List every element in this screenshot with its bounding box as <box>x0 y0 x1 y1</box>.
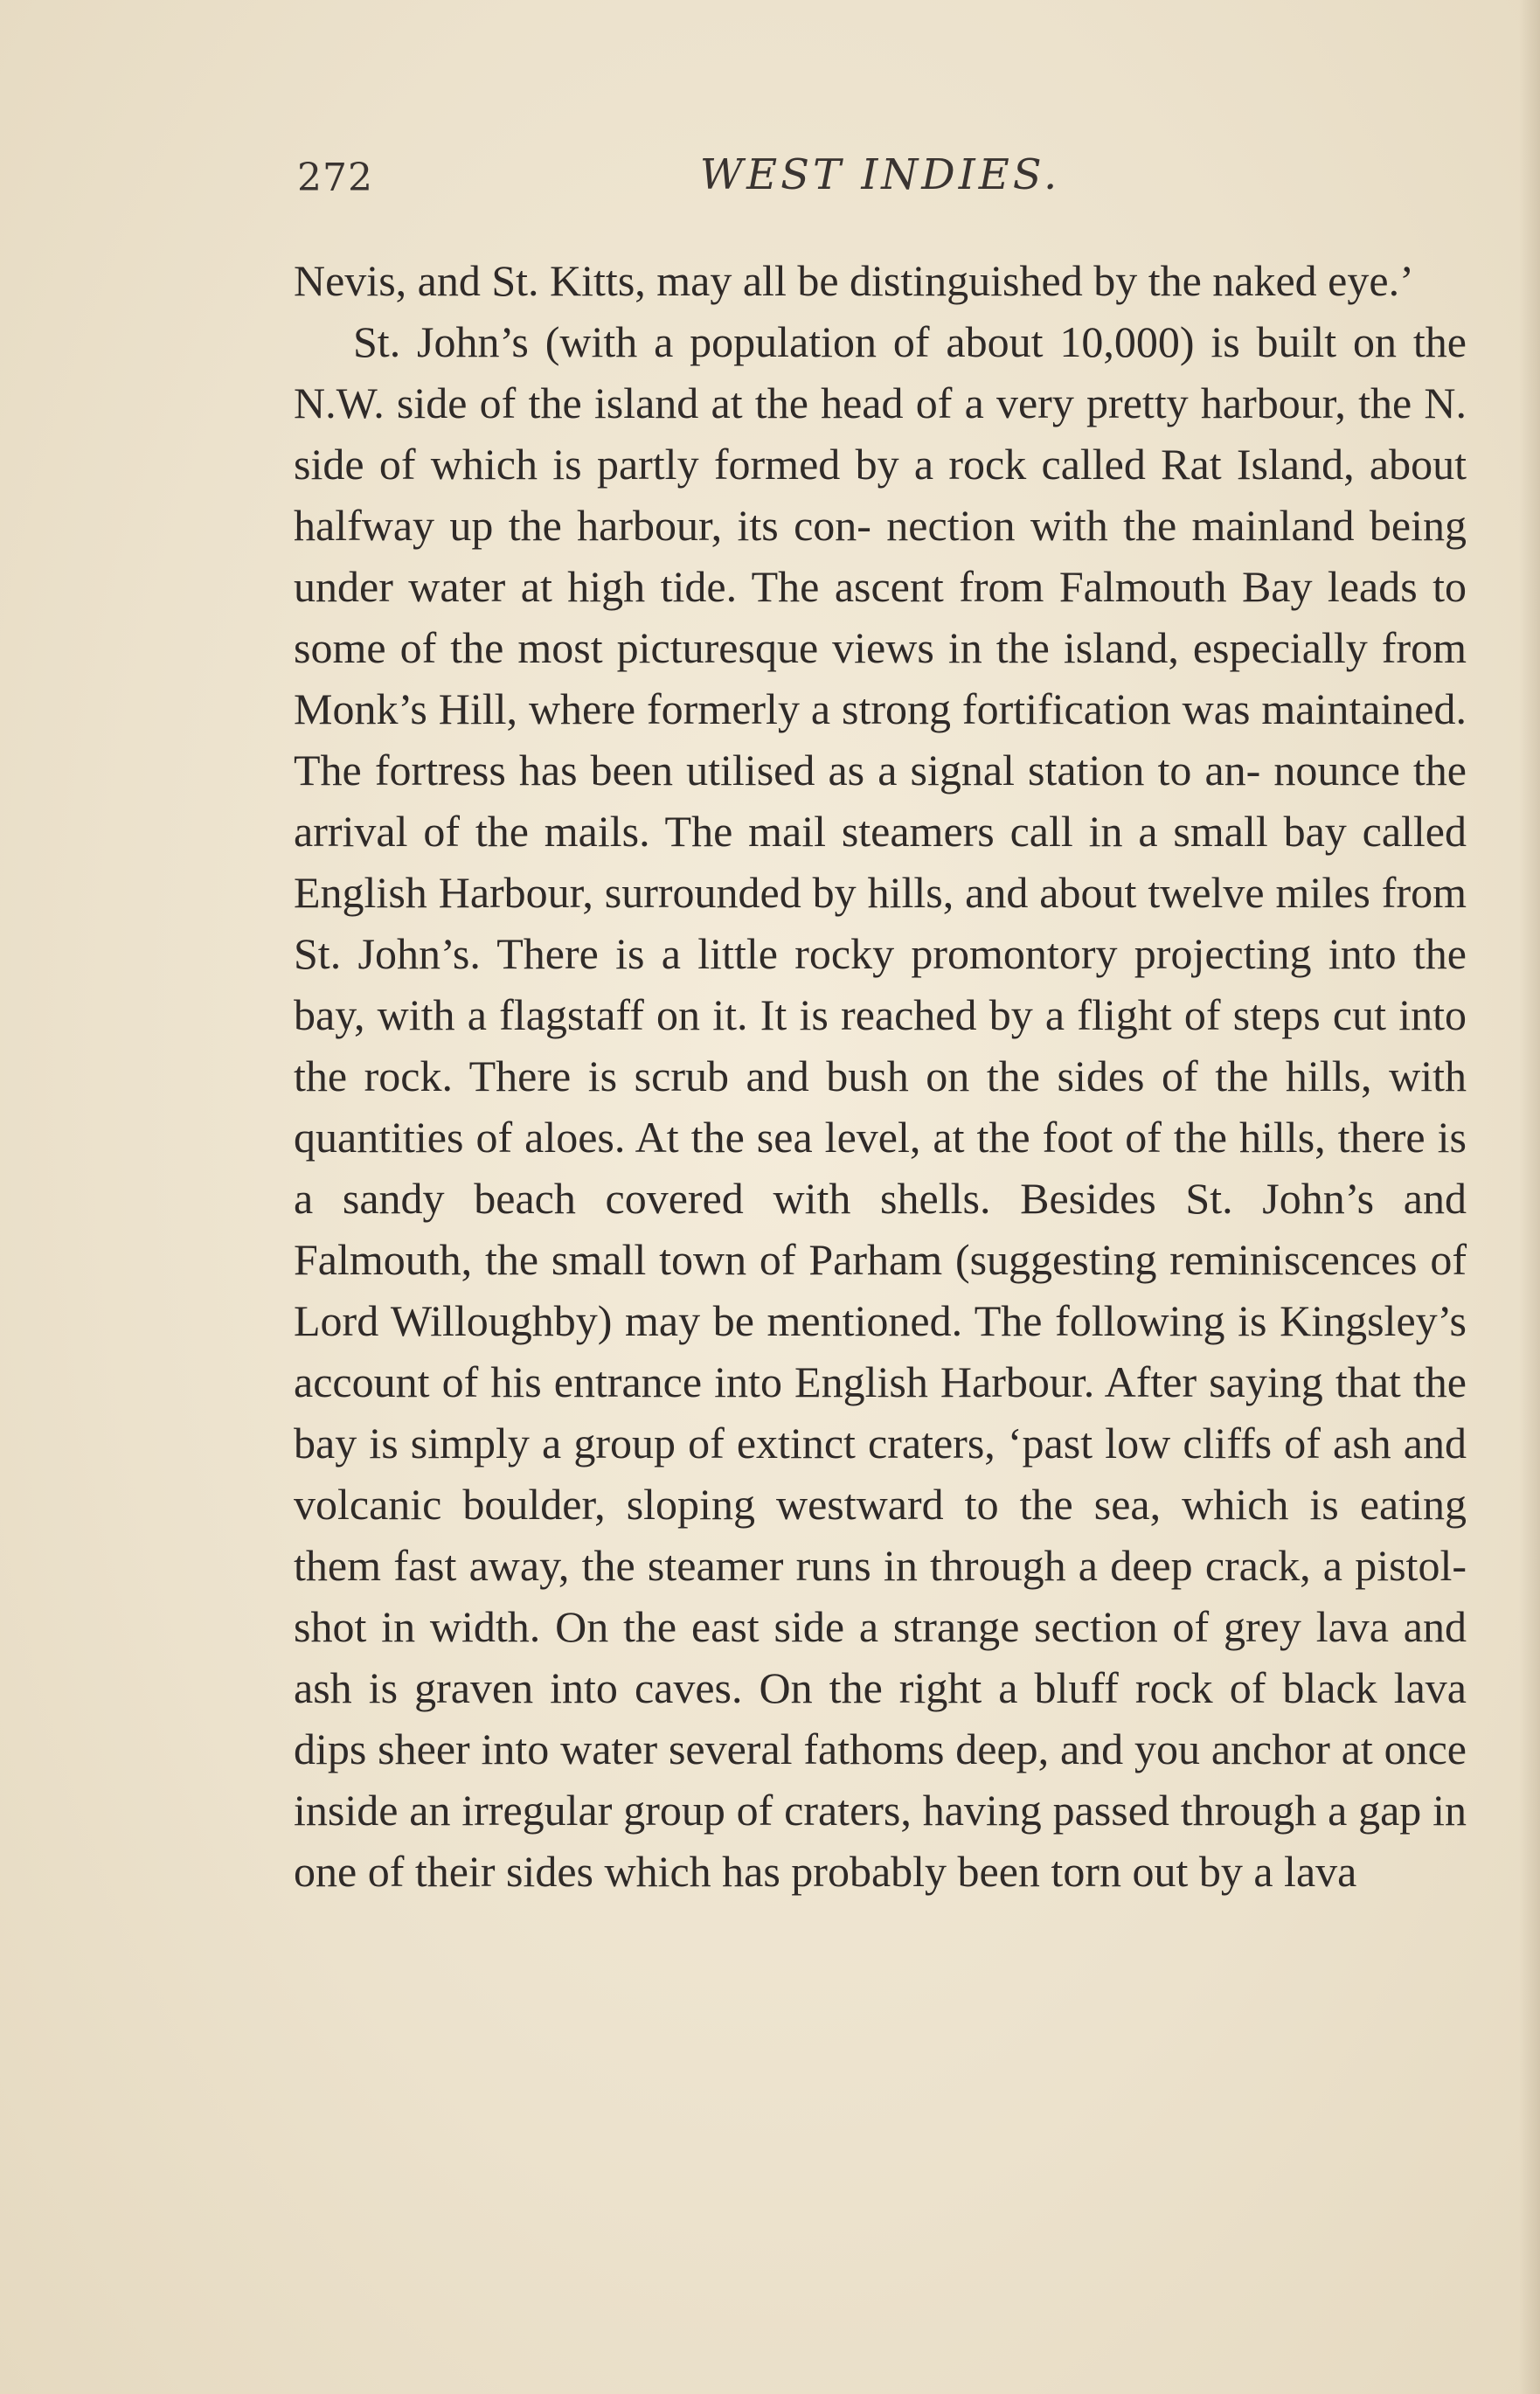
running-head: WEST INDIES. <box>699 150 1061 199</box>
paragraph-continuation: Nevis, and St. Kitts, may all be distinguished by the naked eye.’ <box>294 256 1414 305</box>
page-header <box>294 150 1467 212</box>
page-number: 272 <box>297 156 373 200</box>
paragraph-st-johns: St. John’s (with a population of about 10,000) is built on the N.W. side of the island at the head of a very pretty harbour, the N. side of which is partly formed by a rock called Rat Island, about halfway up the harbour, its con- nection with the mainland being under water at high tide. The ascent from Falmouth Bay leads to some of the most picturesque views in the island, especially from Monk’s Hill, where formerly a strong fortification was maintained. The fortress has been utilised as a signal station to an- nounce the arrival of the mails. The mail steamers call in a small bay called English Harbour, surrounded by hills, and about twelve miles from St. John’s. There is a little rocky promontory projecting into the bay, with a flagstaff on it. It is reached by a flight of steps cut into the rock. There is scrub and bush on the sides of the hills, with quantities of aloes. At the sea level, at the foot of the hills, there is a sandy beach covered with shells. Besides St. John’s and Falmouth, the small town of Parham (suggesting reminiscences of Lord Willoughby) may be mentioned. The following is Kingsley’s account of his entrance into English Harbour. After saying that the bay is simply a group of extinct craters, ‘past low cliffs of ash and volcanic boulder, sloping westward to the sea, which is eating them fast away, the steamer runs in through a deep crack, a pistol-shot in width. On the east side a strange section of grey lava and ash is graven into caves. On the right a bluff rock of black lava dips sheer into water several fathoms deep, and you anchor at once inside an irregular group of craters, having passed through a gap in one of their sides which has probably been torn out by a lava <box>294 317 1467 1896</box>
body-text <box>294 250 1467 1902</box>
page-edge-shadow <box>1519 0 1540 2394</box>
